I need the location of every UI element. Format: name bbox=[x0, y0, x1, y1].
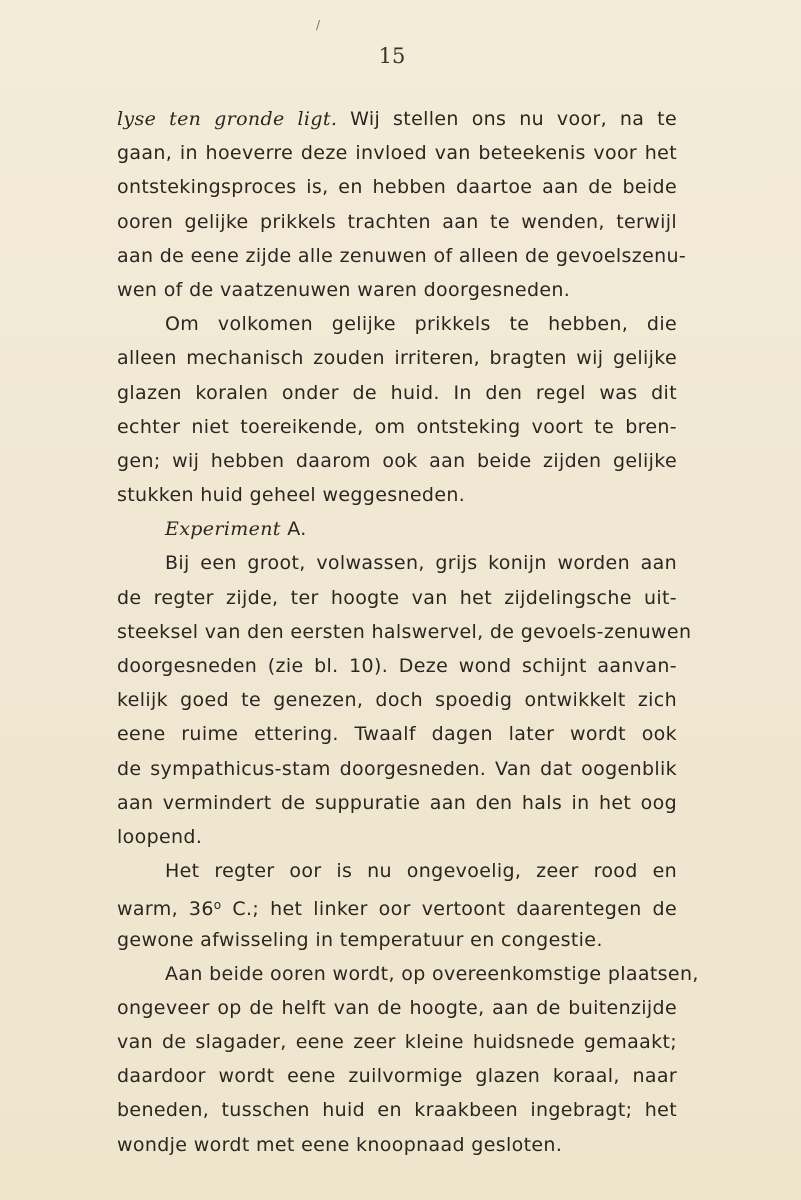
text-line: aan vermindert de suppuratie aan den hals in het oog bbox=[117, 791, 677, 814]
text-line: loopend. bbox=[117, 825, 203, 848]
text-line: alleen mechanisch zouden irriteren, bragten wij gelijke bbox=[117, 347, 677, 370]
text-line bbox=[117, 888, 677, 922]
stray-mark: / bbox=[316, 18, 321, 32]
text-line: gaan, in hoeverre deze invloed van beteekenis voor het bbox=[117, 142, 677, 165]
text-span: Wij stellen ons nu voor, na te bbox=[350, 108, 677, 130]
text-line: van de slagader, eene zeer kleine huidsnede gemaakt; bbox=[117, 1031, 677, 1054]
text-line: echter niet toereikende, om ontsteking voort te bren- bbox=[117, 415, 677, 438]
text-line: eene ruime ettering. Twaalf dagen later wordt ook bbox=[117, 723, 677, 746]
text-line: gewone afwisseling in temperatuur en congestie. bbox=[117, 928, 603, 951]
text-line: Het regter oor is nu ongevoelig, zeer rood en bbox=[165, 860, 677, 883]
text-line: gen; wij hebben daarom ook aan beide zijden gelijke bbox=[117, 449, 677, 472]
heading-letter: A. bbox=[287, 518, 307, 541]
text-line: aan de eene zijde alle zenuwen of alleen de gevoelszenu- bbox=[117, 244, 687, 267]
text-line: ontstekingsproces is, en hebben daartoe aan de beide bbox=[117, 176, 677, 199]
text-line: beneden, tusschen huid en kraakbeen ingebragt; het bbox=[117, 1099, 677, 1122]
text-line: glazen koralen onder de huid. In den regel was dit bbox=[117, 381, 677, 404]
text-line bbox=[117, 102, 677, 136]
text-line: daardoor wordt eene zuilvormige glazen koraal, naar bbox=[117, 1065, 677, 1088]
text-line: ongeveer op de helft van de hoogte, aan de buitenzijde bbox=[117, 996, 677, 1019]
text-line: Bij een groot, volwassen, grijs konijn worden aan bbox=[165, 552, 677, 575]
text-line: Om volkomen gelijke prikkels te hebben, die bbox=[165, 313, 677, 336]
text-line: wen of de vaatzenuwen waren doorgesneden. bbox=[117, 278, 571, 301]
text-line: steeksel van den eersten halswervel, de gevoels-zenuwen bbox=[117, 620, 692, 643]
text-line: wondje wordt met eene knoopnaad gesloten. bbox=[117, 1133, 563, 1156]
text-line: stukken huid geheel weggesneden. bbox=[117, 484, 466, 507]
text-span: C.; het linker oor vertoont daarentegen de bbox=[221, 898, 677, 921]
experiment-heading bbox=[117, 512, 677, 546]
page-number: 15 bbox=[378, 44, 406, 68]
body-text bbox=[117, 102, 699, 1162]
text-line: de regter zijde, ter hoogte van het zijdelingsche uit- bbox=[117, 586, 677, 609]
degree-superscript: o bbox=[213, 898, 222, 913]
heading-italic: Experiment bbox=[165, 518, 281, 541]
text-line: de sympathicus-stam doorgesneden. Van dat oogenblik bbox=[117, 757, 677, 780]
italic-phrase: lyse ten gronde ligt. bbox=[117, 108, 338, 130]
text-span: warm, 36 bbox=[117, 898, 214, 921]
text-line: Aan beide ooren wordt, op overeenkomstige plaatsen, bbox=[165, 962, 699, 985]
text-line: kelijk goed te genezen, doch spoedig ontwikkelt zich bbox=[117, 689, 677, 712]
text-line: doorgesneden (zie bl. 10). Deze wond schijnt aanvan- bbox=[117, 655, 677, 677]
text-line: ooren gelijke prikkels trachten aan te wenden, terwijl bbox=[117, 210, 677, 233]
